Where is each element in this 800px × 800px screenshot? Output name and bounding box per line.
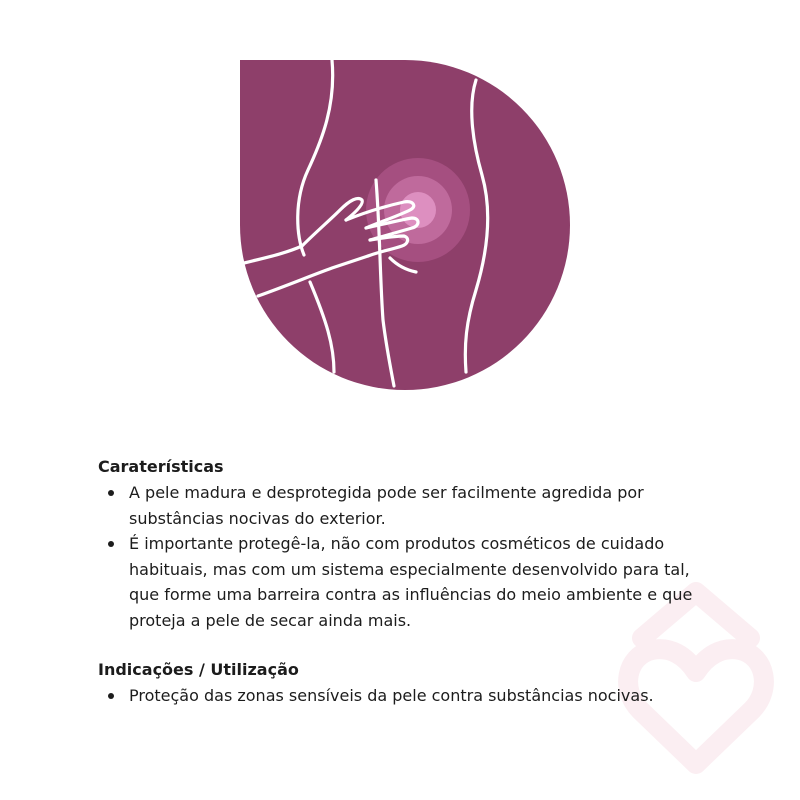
indicacoes-list <box>98 683 718 709</box>
skin-glow <box>366 158 470 262</box>
section-title-caracteristicas: Caraterísticas <box>98 457 224 476</box>
list-item: Proteção das zonas sensíveis da pele contra substâncias nocivas. <box>129 683 718 709</box>
product-description <box>98 456 718 709</box>
caracteristicas-list <box>98 480 718 633</box>
hand-on-hip-illustration <box>240 60 570 390</box>
section-title-indicacoes: Indicações / Utilização <box>98 660 299 679</box>
list-item: A pele madura e desprotegida pode ser facilmente agredida por substâncias nocivas do exterior. <box>129 480 718 531</box>
list-item: É importante protegê-la, não com produtos cosméticos de cuidado habituais, mas com um sistema especialmente desenvolvido para tal, que forme uma barreira contra as influências do meio ambiente e que proteja a pele de secar ainda mais. <box>129 531 718 633</box>
